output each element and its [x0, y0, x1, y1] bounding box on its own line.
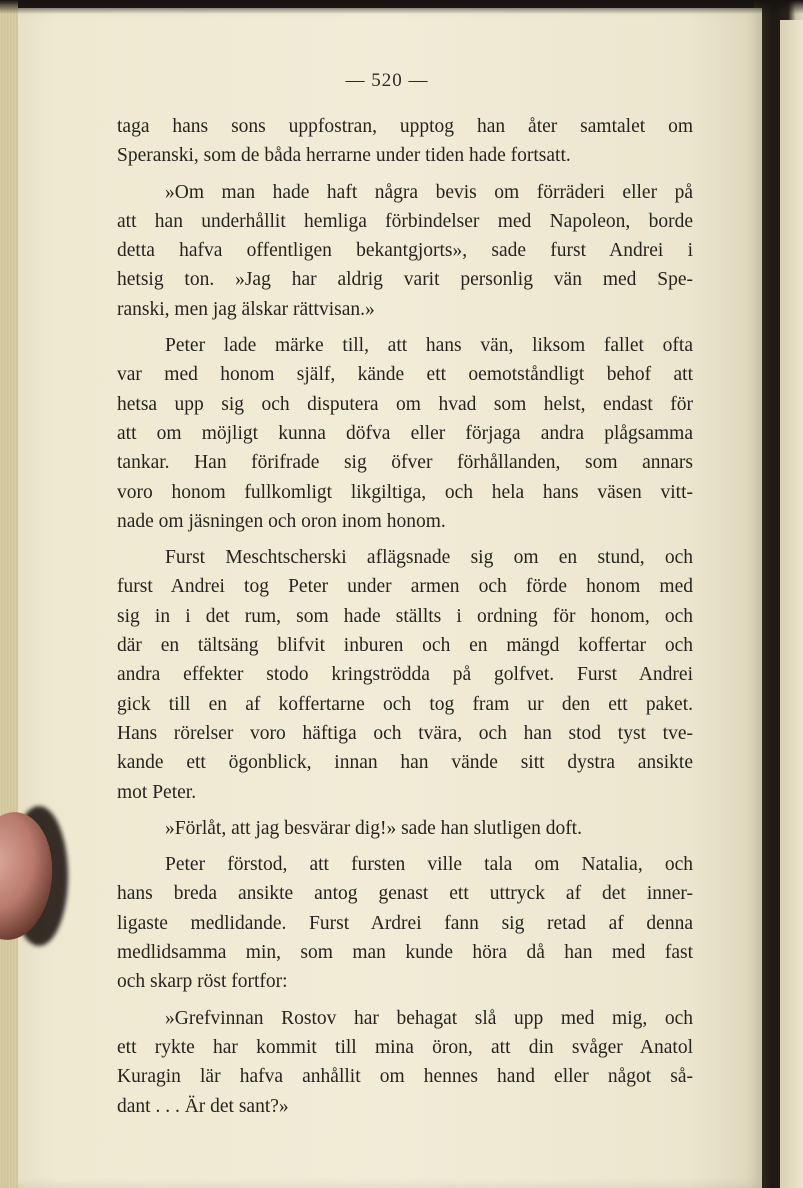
text-line: sig in i det rum, som hade ställts i ordning för honom, och — [117, 605, 693, 627]
paragraph — [117, 814, 693, 843]
text-line: Furst Meschtscherski aflägsnade sig om en stund, och — [165, 547, 693, 569]
text-line: andra effekter stodo kringströdda på golfvet. Furst Andrei — [117, 664, 693, 686]
text-line: mot Peter. — [117, 781, 197, 803]
text-line: att han underhållit hemliga förbindelser med Napoleon, borde — [117, 210, 693, 232]
text-line: ligaste medlidande. Furst Ardrei fann sig retad af denna — [117, 912, 693, 934]
page-stack-edge — [0, 0, 18, 1188]
text-line: Speranski, som de båda herrarne under tiden hade fortsatt. — [117, 145, 571, 167]
text-line: tankar. Han förifrade sig öfver förhållanden, som annars — [117, 452, 693, 474]
text-line: voro honom fullkomligt likgiltiga, och hela hans väsen vitt- — [117, 481, 693, 503]
text-line: »Grefvinnan Rostov har behagat slå upp med mig, och — [165, 1007, 693, 1029]
paragraph — [117, 178, 693, 324]
text-line: Kuragin lär hafva anhållit om hennes hand eller något så- — [117, 1066, 693, 1088]
page-number: — 520 — — [345, 70, 429, 91]
text-line: Peter förstod, att fursten ville tala om Natalia, och — [165, 854, 693, 876]
text-line: hetsa upp sig och disputera om hvad som helst, endast för — [117, 393, 693, 415]
text-line: gick till en af koffertarne och tog fram ur den ett paket. — [117, 693, 693, 715]
text-line: kande ett ögonblick, innan han vände sitt dystra ansikte — [117, 752, 693, 774]
text-line: där en tältsäng blifvit inburen och en mängd koffertar och — [117, 635, 693, 657]
text-line: att om möjligt kunna döfva eller förjaga andra plågsamma — [117, 422, 693, 444]
text-line: hans breda ansikte antog genast ett uttryck af det inner- — [117, 883, 693, 905]
text-line: dant . . . Är det sant?» — [117, 1095, 289, 1117]
paragraph — [117, 331, 693, 536]
paragraph — [117, 112, 693, 171]
text-line: detta hafva offentligen bekantgjorts», sade furst Andrei i — [117, 240, 693, 262]
text-line: »Om man hade haft några bevis om förräderi eller på — [165, 181, 693, 203]
text-line: ranski, men jag älskar rättvisan.» — [117, 298, 375, 320]
book-page — [12, 8, 762, 1188]
text-line: hetsig ton. »Jag har aldrig varit personlig vän med Spe- — [117, 269, 693, 291]
text-line: medlidsamma min, som man kunde höra då han med fast — [117, 942, 693, 964]
text-line: Hans rörelser voro häftiga och tvära, och han stod tyst tve- — [117, 722, 693, 744]
text-line: nade om jäsningen och oron inom honom. — [117, 510, 446, 532]
text-line: taga hans sons uppfostran, upptog han åter samtalet om — [117, 116, 693, 137]
text-line: och skarp röst fortfor: — [117, 971, 288, 993]
page-text — [117, 112, 693, 1128]
text-line: Peter lade märke till, att hans vän, liksom fallet ofta — [165, 335, 693, 357]
text-line: ett rykte har kommit till mina öron, att din svåger Anatol — [117, 1036, 693, 1058]
paragraph — [117, 1004, 693, 1121]
text-line: »Förlåt, att jag besvärar dig!» sade han slutligen doft. — [165, 817, 582, 839]
text-line: var med honom själf, kände ett oemotståndligt behof att — [117, 364, 693, 386]
next-page-edge — [780, 20, 803, 1188]
paragraph — [117, 850, 693, 996]
top-shadow — [0, 0, 803, 14]
text-line: furst Andrei tog Peter under armen och förde honom med — [117, 576, 693, 598]
paragraph — [117, 543, 693, 807]
